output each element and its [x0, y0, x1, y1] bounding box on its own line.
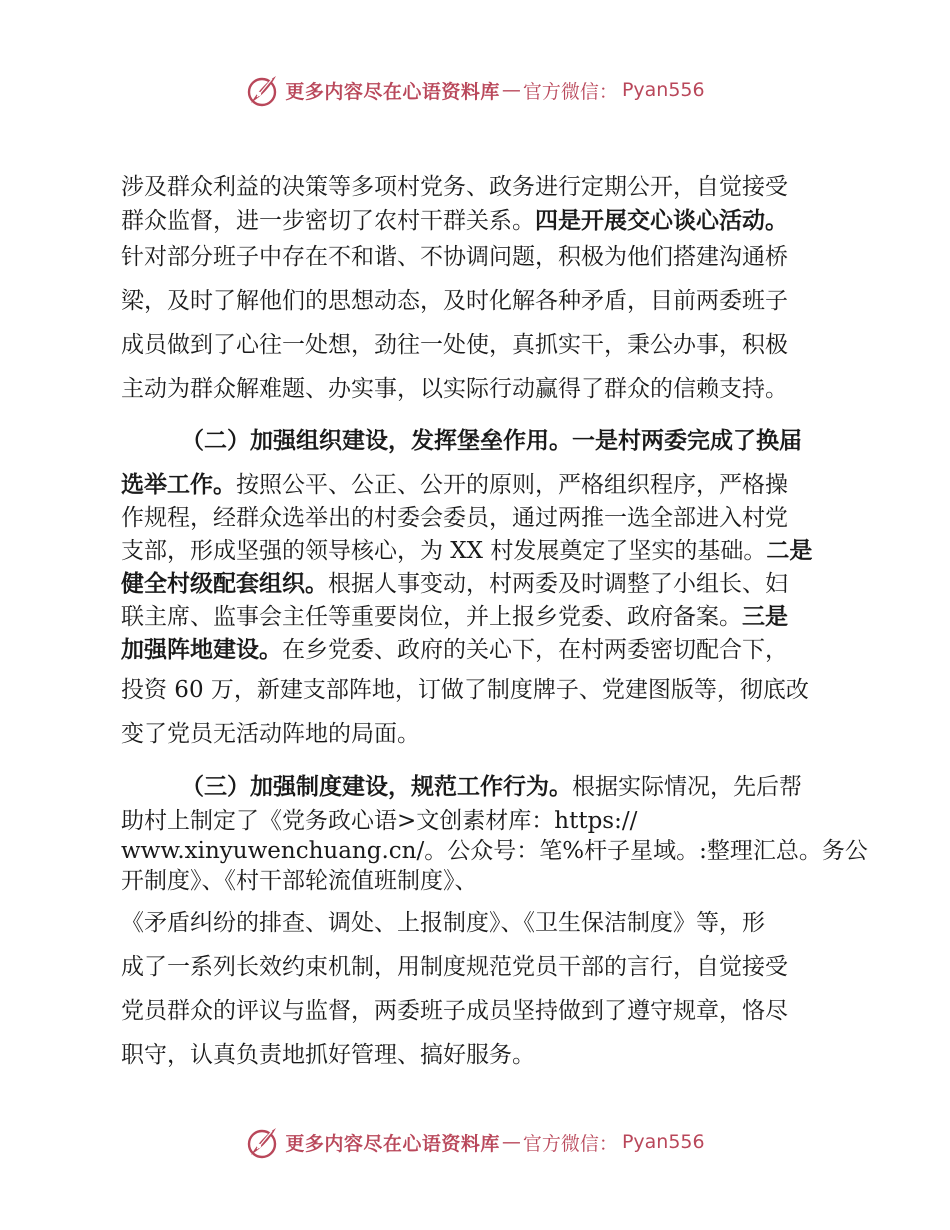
banner-separator: — — [501, 79, 521, 101]
p1-line-1 — [121, 172, 846, 202]
footer-banner-separator: — — [501, 1131, 521, 1153]
feather-quill-logo-icon — [245, 1125, 279, 1159]
feather-quill-logo-icon — [245, 73, 279, 107]
p2-line-1 — [121, 426, 846, 456]
header-banner-content — [245, 73, 704, 107]
p3-line-2 — [121, 806, 846, 836]
banner-title: 更多内容尽在心语资料库 — [285, 80, 500, 103]
p2-bold-3a: 三是 — [742, 604, 788, 630]
footer-banner — [0, 1122, 950, 1162]
p2-heading: （二）加强组织建设，发挥堡垒作用。一是村两委完成了换届 — [181, 428, 802, 454]
p2-text-4: 支部，形成坚强的领导核心，为 XX 村发展奠定了坚实的基础。 — [121, 538, 767, 564]
p2-bold-1: 选举工作。 — [121, 472, 236, 498]
p3-line-8 — [121, 1040, 846, 1070]
p2-bold-2a: 二是 — [766, 538, 813, 564]
p2-line-5 — [121, 569, 846, 599]
p2-line-4 — [121, 536, 846, 566]
banner-wechat-label: 官方微信： — [522, 80, 618, 103]
p2-bold-3b: 加强阵地建设。 — [121, 637, 282, 663]
p3-text-2: 助村上制定了《党务政心语>文创素材库：https:// — [121, 808, 638, 834]
p2-line-8 — [121, 675, 846, 705]
p1-text-1: 涉及群众利益的决策等多项村党务、政务进行定期公开，自觉接受 — [121, 174, 788, 200]
p2-text-7: 在乡党委、政府的关心下，在村两委密切配合下， — [282, 637, 788, 663]
p1-text-6: 主动为群众解难题、办实事，以实际行动赢得了群众的信赖支持。 — [121, 376, 788, 402]
p2-text-3: 作规程，经群众选举出的村委会委员，通过两推一选全部进入村党 — [121, 505, 788, 531]
p1-line-6 — [121, 374, 846, 404]
p3-line-4 — [121, 866, 846, 896]
p3-heading: （三）加强制度建设，规范工作行为。 — [181, 774, 572, 800]
p2-text-5: 根据人事变动，村两委及时调整了小组长、妇 — [328, 571, 788, 597]
document-body — [121, 172, 868, 1070]
p3-text-4: 开制度》、《村干部轮流值班制度》、 — [121, 868, 478, 894]
footer-banner-wechat-id: Pyan556 — [621, 1131, 705, 1153]
p1-line-5 — [121, 330, 846, 360]
footer-banner-content — [245, 1125, 704, 1159]
p2-bold-2b: 健全村级配套组织。 — [121, 571, 328, 597]
p3-text-7: 党员群众的评议与监督，两委班子成员坚持做到了遵守规章，恪尽 — [121, 998, 788, 1024]
p3-text-1: 根据实际情况，先后帮 — [572, 774, 802, 800]
p3-text-5: 《矛盾纠纷的排查、调处、上报制度》、《卫生保洁制度》等，形 — [121, 910, 765, 936]
p2-line-2 — [121, 470, 846, 500]
p1-text-4: 梁，及时了解他们的思想动态，及时化解各种矛盾，目前两委班子 — [121, 288, 788, 314]
p1-line-3 — [121, 242, 846, 272]
p2-text-9: 变了党员无活动阵地的局面。 — [121, 721, 420, 747]
p3-text-8: 职守，认真负责地抓好管理、搞好服务。 — [121, 1042, 535, 1068]
footer-banner-title: 更多内容尽在心语资料库 — [285, 1132, 500, 1155]
p1-text-2a: 群众监督，进一步密切了农村干群关系。 — [121, 208, 535, 234]
p2-text-6: 联主席、监事会主任等重要岗位，并上报乡党委、政府备案。 — [121, 604, 742, 630]
p3-line-6 — [121, 952, 846, 982]
p3-line-1 — [121, 772, 846, 802]
p1-bold-heading-4: 四是开展交心谈心活动。 — [535, 208, 788, 234]
header-banner — [0, 70, 950, 110]
banner-wechat-id: Pyan556 — [621, 79, 705, 101]
p2-text-2: 按照公平、公正、公开的原则，严格组织程序，严格操 — [236, 472, 788, 498]
p3-text-6: 成了一系列长效约束机制，用制度规范党员干部的言行，自觉接受 — [121, 954, 788, 980]
p1-text-3: 针对部分班子中存在不和谐、不协调问题，积极为他们搭建沟通桥 — [121, 244, 788, 270]
p2-line-9 — [121, 719, 846, 749]
p2-line-7 — [121, 635, 846, 665]
p2-text-8: 投资 60 万，新建支部阵地，订做了制度牌子、党建图版等，彻底改 — [121, 677, 809, 703]
p3-line-5 — [121, 908, 846, 938]
p1-text-5: 成员做到了心往一处想，劲往一处使，真抓实干，秉公办事，积极 — [121, 332, 788, 358]
p1-line-2 — [121, 206, 846, 236]
p2-line-6 — [121, 602, 846, 632]
p1-line-4 — [121, 286, 846, 316]
p3-text-3: www.xinyuwenchuang.cn/。公众号：笔%杆子星域。:整理汇总。务公 — [121, 838, 868, 864]
footer-banner-wechat-label: 官方微信： — [522, 1132, 618, 1155]
p2-line-3 — [121, 503, 846, 533]
p3-line-7 — [121, 996, 846, 1026]
p3-line-3 — [121, 836, 868, 866]
